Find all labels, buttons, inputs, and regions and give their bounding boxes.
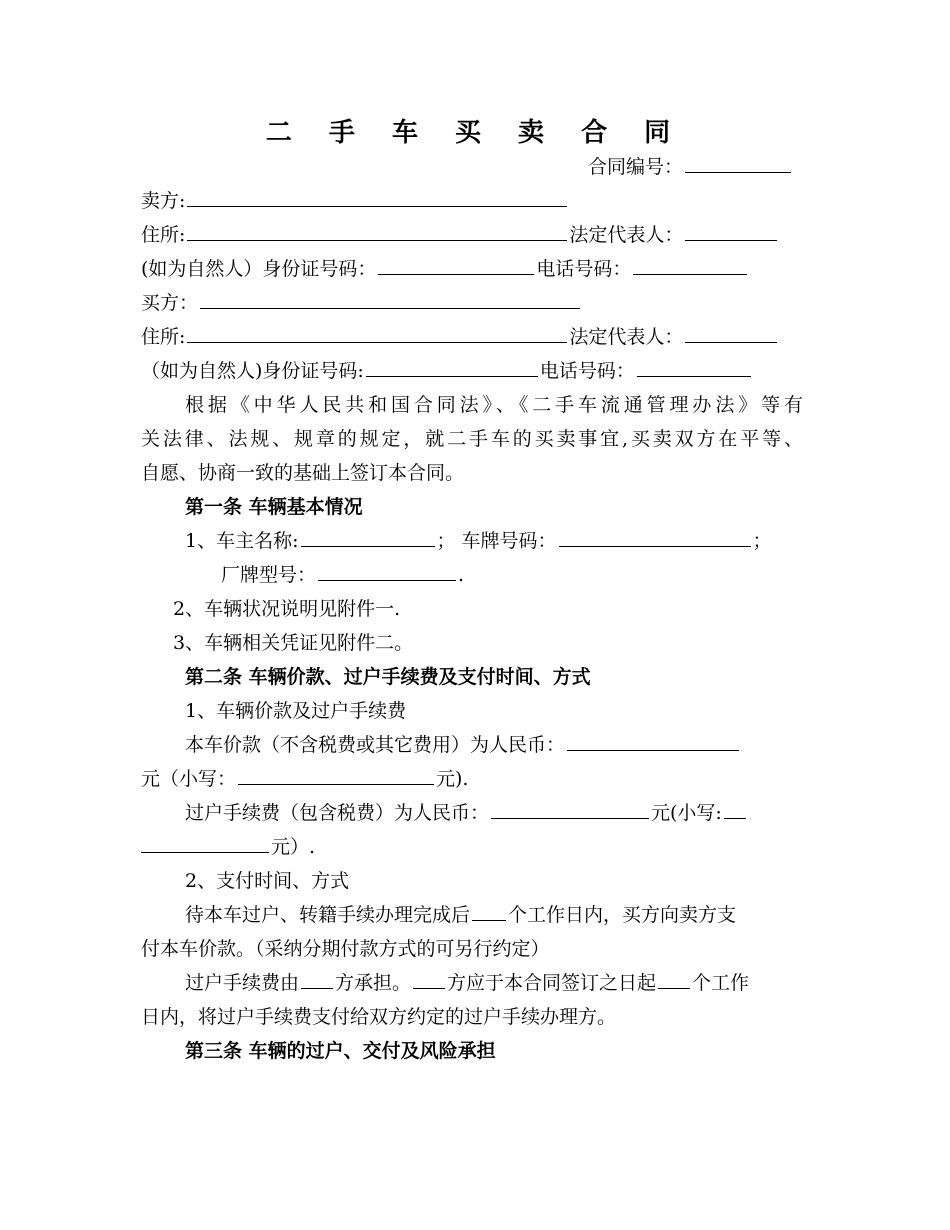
fee-line xyxy=(141,796,803,830)
buyer-name-blank[interactable] xyxy=(200,286,580,309)
price-small-end: 元). xyxy=(436,768,469,790)
buyer-label: 买方： xyxy=(141,292,199,314)
model-end: . xyxy=(458,564,465,586)
seller-address-line xyxy=(141,218,803,252)
plate-number-blank[interactable] xyxy=(559,524,751,547)
fee-small-blank-start[interactable] xyxy=(724,796,746,819)
seller-id-line xyxy=(141,252,803,286)
buyer-id-blank[interactable] xyxy=(366,354,538,377)
fee-small-label: 元(小写: xyxy=(651,802,722,824)
fee-bearer-line-2: 日内，将过户手续费支付给双方约定的过户手续办理方。 xyxy=(141,1006,617,1028)
contract-number-blank[interactable] xyxy=(685,150,791,173)
contract-number-line xyxy=(141,150,803,184)
price-line xyxy=(141,728,803,762)
buyer-legal-rep-blank[interactable] xyxy=(685,320,777,343)
contract-number-label: 合同编号： xyxy=(587,156,683,178)
fee-bearer-line xyxy=(141,966,803,1000)
article-1-item-2: 2、车辆状况说明见附件一. xyxy=(173,598,401,620)
payment-line-1 xyxy=(141,898,803,932)
price-small-blank[interactable] xyxy=(238,762,434,785)
article-2-sub-1: 1、车辆价款及过户手续费 xyxy=(185,700,407,722)
payment-text-b: 个工作日内，买方向卖方支 xyxy=(508,904,737,926)
fee-bearer-text-a: 过户手续费由 xyxy=(185,972,300,994)
article-1-model-line xyxy=(141,558,803,592)
seller-phone-blank[interactable] xyxy=(633,252,747,275)
seller-id-blank[interactable] xyxy=(378,252,534,275)
fee-bearer-text-d: 个工作 xyxy=(692,972,750,994)
price-small-line xyxy=(141,762,803,796)
fee-bearer-text-b: 方承担。 xyxy=(335,972,412,994)
seller-id-label: (如为自然人）身份证号码： xyxy=(141,258,377,280)
buyer-address-line xyxy=(141,320,803,354)
buyer-id-label: （如为自然人)身份证号码: xyxy=(141,360,364,382)
fee-blank[interactable] xyxy=(491,796,649,819)
article-1-heading: 第一条 车辆基本情况 xyxy=(185,496,363,518)
owner-name-label: 1、车主名称: xyxy=(185,530,299,552)
price-blank[interactable] xyxy=(567,728,739,751)
model-label: 厂牌型号： xyxy=(221,564,317,586)
buyer-address-blank[interactable] xyxy=(187,320,567,343)
document-title: 二 手 车 买 卖 合 同 xyxy=(265,118,685,148)
seller-legal-rep-label: 法定代表人： xyxy=(569,224,684,246)
fee-bearer-text-c: 方应于本合同签订之日起 xyxy=(447,972,657,994)
seller-label: 卖方: xyxy=(141,190,186,212)
seller-phone-label: 电话号码： xyxy=(536,258,632,280)
article-2-heading: 第二条 车辆价款、过户手续费及支付时间、方式 xyxy=(185,666,591,688)
buyer-id-line xyxy=(141,354,803,388)
preamble-line-2: 关法律、法规、规章的规定，就二手车的买卖事宜,买卖双方在平等、 xyxy=(141,428,803,450)
buyer-line xyxy=(141,286,803,320)
article-2-sub-2: 2、支付时间、方式 xyxy=(185,870,350,892)
price-label: 本车价款（不含税费或其它费用）为人民币： xyxy=(185,734,566,756)
fee-days-blank[interactable] xyxy=(658,966,690,989)
price-small-label: 元（小写： xyxy=(141,768,237,790)
owner-name-blank[interactable] xyxy=(301,524,435,547)
preamble-line-3: 自愿、协商一致的基础上签订本合同。 xyxy=(141,462,465,484)
seller-line xyxy=(141,184,803,218)
buyer-address-label: 住所: xyxy=(141,326,186,348)
seller-name-blank[interactable] xyxy=(187,184,567,207)
article-3-heading: 第三条 车辆的过户、交付及风险承担 xyxy=(185,1040,496,1062)
buyer-phone-blank[interactable] xyxy=(637,354,751,377)
fee-small-end: 元）. xyxy=(271,836,316,858)
article-1-item-3: 3、车辆相关凭证见附件二。 xyxy=(173,632,414,654)
preamble-line-1: 根据《中华人民共和国合同法》、《二手车流通管理办法》等有 xyxy=(185,394,803,416)
fee-label: 过户手续费（包含税费）为人民币： xyxy=(185,802,490,824)
buyer-legal-rep-label: 法定代表人： xyxy=(569,326,684,348)
seller-address-blank[interactable] xyxy=(187,218,567,241)
fee-small-line xyxy=(141,830,803,864)
payment-days-blank[interactable] xyxy=(472,898,506,921)
plate-number-label: ； 车牌号码： xyxy=(436,530,557,552)
fee-bearer-blank[interactable] xyxy=(301,966,333,989)
seller-address-label: 住所: xyxy=(141,224,186,246)
seller-legal-rep-blank[interactable] xyxy=(685,218,777,241)
plate-number-end: ； xyxy=(752,530,772,552)
fee-small-blank[interactable] xyxy=(141,830,269,853)
fee-payer-blank[interactable] xyxy=(413,966,445,989)
payment-line-2: 付本车价款。（采纳分期付款方式的可另行约定） xyxy=(141,938,550,960)
payment-text-a: 待本车过户、转籍手续办理完成后 xyxy=(185,904,471,926)
buyer-phone-label: 电话号码： xyxy=(539,360,635,382)
article-1-item-1 xyxy=(141,524,803,558)
model-blank[interactable] xyxy=(318,558,456,581)
